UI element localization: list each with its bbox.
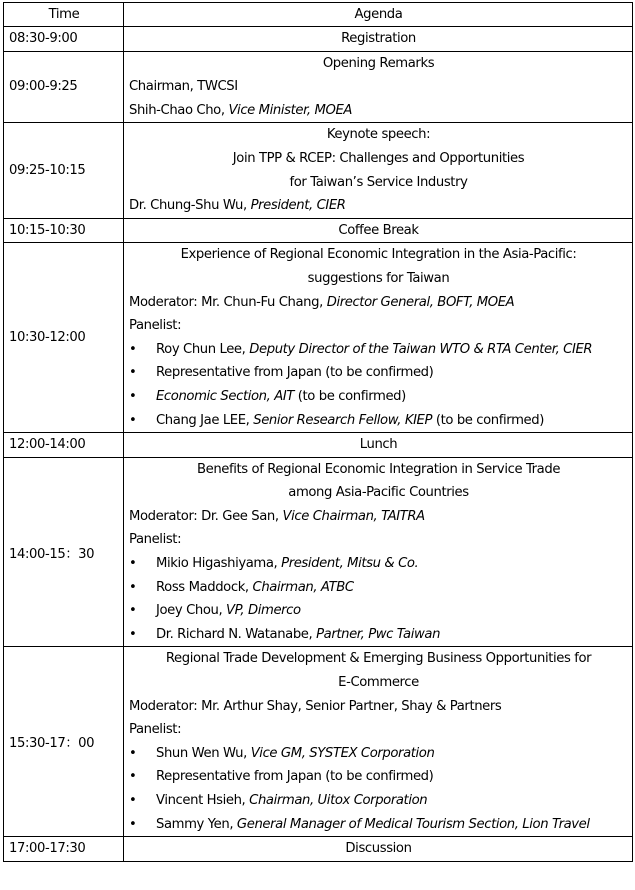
panelist-title: Economic Section, AIT xyxy=(156,388,294,404)
speaker-name: Dr. Chung-Shu Wu, xyxy=(129,198,251,214)
panelist-name: Representative from Japan (to be confirmed) xyxy=(156,365,434,381)
table-row xyxy=(4,837,633,862)
agenda-cell xyxy=(124,647,633,837)
time-cell: 17:00-17:30 xyxy=(4,837,124,862)
panelist-title: Chairman, ATBC xyxy=(252,579,354,595)
session-title: Benefits of Regional Economic Integration in Service Trade xyxy=(196,461,561,477)
panelist-title: Deputy Director of the Taiwan WTO & RTA Center, CIER xyxy=(249,341,593,357)
bullet-icon: • xyxy=(129,626,137,642)
speaker-line xyxy=(129,99,628,123)
agenda-cell xyxy=(124,457,633,647)
session-title: Coffee Break xyxy=(124,218,633,243)
list-item xyxy=(129,599,628,623)
panelist-note: (to be confirmed) xyxy=(432,412,544,428)
moderator-line: Moderator: Mr. Arthur Shay, Senior Partner, Shay & Partners xyxy=(129,698,502,714)
moderator-title: Vice Chairman, TAITRA xyxy=(282,508,425,524)
moderator-line xyxy=(129,291,628,315)
list-item xyxy=(129,338,628,362)
moderator-title: Director General, BOFT, MOEA xyxy=(326,294,515,310)
time-cell: 15:30-17：00 xyxy=(4,647,124,837)
session-title: Experience of Regional Economic Integration in the Asia-Pacific: xyxy=(180,247,577,263)
agenda-cell xyxy=(124,123,633,218)
time-cell: 08:30-9:00 xyxy=(4,27,124,52)
session-title: Registration xyxy=(124,27,633,52)
table-row xyxy=(4,51,633,123)
time-cell: 12:00-14:00 xyxy=(4,433,124,458)
table-row xyxy=(4,647,633,837)
time-cell: 09:00-9:25 xyxy=(4,51,124,123)
table-row xyxy=(4,433,633,458)
agenda-cell xyxy=(124,51,633,123)
speaker-title: Vice Minister, MOEA xyxy=(228,102,353,118)
session-title: Lunch xyxy=(124,433,633,458)
time-cell: 10:15-10:30 xyxy=(4,218,124,243)
agenda-cell xyxy=(124,243,633,433)
session-title: Regional Trade Development & Emerging Business Opportunities for xyxy=(165,651,592,667)
bullet-icon: • xyxy=(129,769,137,785)
panelist-title: Partner, Pwc Taiwan xyxy=(316,626,441,642)
list-item xyxy=(129,765,628,789)
speaker-name: Shih-Chao Cho, xyxy=(129,102,229,118)
agenda-column-header: Agenda xyxy=(124,3,633,27)
list-item xyxy=(129,361,628,385)
panelist-label: Panelist: xyxy=(129,532,182,548)
panelist-title: General Manager of Medical Tourism Section, Lion Travel xyxy=(236,816,590,832)
table-row xyxy=(4,457,633,647)
moderator-name: Moderator: Mr. Chun-Fu Chang, xyxy=(129,294,327,310)
panelist-name: Mikio Higashiyama, xyxy=(156,556,282,572)
list-item xyxy=(129,813,628,837)
panelist-note: (to be confirmed) xyxy=(293,388,406,404)
agenda-table xyxy=(3,2,633,862)
session-title: E-Commerce xyxy=(338,675,419,691)
list-item xyxy=(129,385,628,409)
table-row xyxy=(4,218,633,243)
bullet-icon: • xyxy=(129,365,137,381)
panelist-label: Panelist: xyxy=(129,318,182,334)
bullet-icon: • xyxy=(129,579,137,595)
moderator-line xyxy=(129,505,628,529)
bullet-icon: • xyxy=(129,341,137,357)
session-title: Keynote speech: xyxy=(326,127,431,143)
speaker-title: President, CIER xyxy=(250,198,346,214)
session-title: Join TPP & RCEP: Challenges and Opportunities xyxy=(232,150,525,166)
bullet-icon: • xyxy=(129,603,137,619)
panelist-title: Chairman, Uitox Corporation xyxy=(249,793,428,808)
panelist-name: Representative from Japan (to be confirmed) xyxy=(156,769,434,785)
bullet-icon: • xyxy=(129,388,137,404)
time-cell: 10:30-12:00 xyxy=(4,243,124,433)
panelist-name: Joey Chou, xyxy=(156,603,227,619)
bullet-icon: • xyxy=(129,745,137,761)
bullet-icon: • xyxy=(129,816,137,832)
list-item xyxy=(129,623,628,647)
table-row xyxy=(4,243,633,433)
panelist-name: Ross Maddock, xyxy=(156,579,253,595)
table-row xyxy=(4,27,633,52)
list-item xyxy=(129,576,628,600)
speaker-line: Chairman, TWCSI xyxy=(129,79,238,95)
panelist-title: Vice GM, SYSTEX Corporation xyxy=(250,745,435,761)
session-title: Discussion xyxy=(124,837,633,862)
panelist-name: Shun Wen Wu, xyxy=(156,745,251,761)
time-column-header: Time xyxy=(4,3,124,27)
bullet-icon: • xyxy=(129,793,137,808)
list-item xyxy=(129,789,628,813)
list-item xyxy=(129,409,628,433)
time-cell: 09:25-10:15 xyxy=(4,123,124,218)
panelist-title: Senior Research Fellow, KIEP xyxy=(253,412,433,428)
speaker-line xyxy=(129,194,628,218)
panelist-name: Dr. Richard N. Watanabe, xyxy=(156,626,317,642)
bullet-icon: • xyxy=(129,556,137,572)
session-title: among Asia-Pacific Countries xyxy=(288,485,469,501)
panelist-title: VP, Dimerco xyxy=(226,603,301,619)
panelist-name: Roy Chun Lee, xyxy=(156,341,250,357)
list-item xyxy=(129,742,628,766)
table-row xyxy=(4,123,633,218)
panelist-name: Sammy Yen, xyxy=(156,816,237,832)
session-title: for Taiwan’s Service Industry xyxy=(289,174,468,190)
panelist-name: Chang Jae LEE, xyxy=(156,412,254,428)
panelist-name: Vincent Hsieh, xyxy=(156,793,250,808)
bullet-icon: • xyxy=(129,412,137,428)
time-cell: 14:00-15：30 xyxy=(4,457,124,647)
session-title: suggestions for Taiwan xyxy=(307,270,450,286)
panelist-label: Panelist: xyxy=(129,722,182,738)
moderator-name: Moderator: Dr. Gee San, xyxy=(129,508,283,524)
header-row xyxy=(4,3,633,27)
session-title: Opening Remarks xyxy=(322,55,435,71)
panelist-title: President, Mitsu & Co. xyxy=(281,556,419,572)
list-item xyxy=(129,552,628,576)
